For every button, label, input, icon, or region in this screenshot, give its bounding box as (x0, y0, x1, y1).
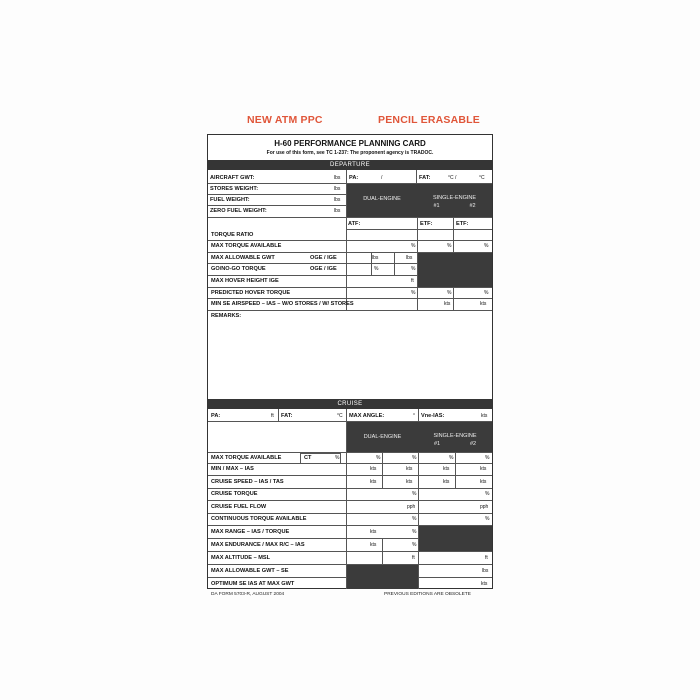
departure-band: DEPARTURE (208, 160, 492, 170)
dual-engine-header (347, 184, 417, 217)
min-se-airspeed-label: MIN SE AIRSPEED – IAS – W/O STORES / W/ STORES (211, 301, 354, 307)
min-se-unit-2: kts (480, 301, 487, 307)
cruise-dual-engine-header (347, 422, 418, 452)
max-endurance-unit-2: % (412, 542, 417, 548)
max-torque-label: MAX TORQUE AVAILABLE (211, 243, 282, 249)
optimum-se-ias-unit: kts (481, 581, 488, 587)
stores-weight-unit: lbs (334, 186, 341, 192)
hover-torque-unit-se2: % (484, 290, 489, 296)
go-nogo-oge-ige: OGE / IGE (310, 266, 337, 272)
hover-torque-unit: % (411, 290, 416, 296)
cruise-single-engine-label: SINGLE-ENGINE (433, 433, 477, 439)
cruise-max-torque-unit-3: % (449, 455, 454, 461)
ct-label: CT (304, 455, 312, 461)
cruise-torque-unit-2: % (485, 491, 490, 497)
engine-1-label: #1 (433, 203, 440, 209)
stores-weight-label: STORES WEIGHT: (210, 186, 259, 192)
hover-height-label: MAX HOVER HEIGHT IGE (211, 278, 279, 284)
cruise-pa-label: PA: (211, 413, 221, 419)
ct-unit: % (335, 455, 340, 461)
aircraft-gwt-label: AIRCRAFT GWT: (210, 175, 255, 181)
cruise-speed-label: CRUISE SPEED – IAS / TAS (211, 479, 284, 485)
fat-unit-2: °C (479, 175, 485, 181)
max-torque-unit-se2: % (484, 243, 489, 249)
cruise-fuel-flow-label: CRUISE FUEL FLOW (211, 504, 267, 510)
remarks-label: REMARKS: (211, 313, 242, 319)
etf-2-label: ETF: (456, 221, 469, 227)
min-max-ias-label: MIN / MAX – IAS (211, 466, 254, 472)
max-gwt-se-label: MAX ALLOWABLE GWT – SE (211, 568, 289, 574)
cruise-speed-unit-1: kts (370, 479, 377, 485)
cruise-fat-label: FAT: (281, 413, 293, 419)
performance-planning-card (207, 134, 493, 589)
max-range-unit-1: kts (370, 529, 377, 535)
atf-label: ATF: (348, 221, 361, 227)
single-engine-label: SINGLE-ENGINE (432, 195, 477, 201)
hover-height-unit: ft (411, 278, 414, 284)
cruise-fuel-flow-unit-2: pph (480, 504, 489, 510)
engine-2-label: #2 (469, 203, 476, 209)
max-torque-unit-se1: % (447, 243, 452, 249)
cruise-speed-unit-2: kts (406, 479, 413, 485)
max-endurance-unit-1: kts (370, 542, 377, 548)
optimum-se-ias-label: OPTIMUM SE IAS AT MAX GWT (211, 581, 295, 587)
max-angle-unit: ° (413, 413, 415, 419)
cruise-band: CRUISE (208, 399, 492, 409)
dual-engine-label: DUAL-ENGINE (363, 196, 401, 202)
max-range-unit-2: % (412, 529, 417, 535)
max-angle-label: MAX ANGLE: (349, 413, 385, 419)
go-nogo-oge-unit: % (374, 266, 379, 272)
max-altitude-unit-1: ft (412, 555, 415, 561)
cruise-dual-shaded-cell (347, 565, 418, 589)
cruise-pa-unit: ft (271, 413, 274, 419)
max-gwt-oge-unit: lbs (372, 255, 379, 261)
hover-torque-label: PREDICTED HOVER TORQUE (211, 290, 291, 296)
pencil-erasable-label: PENCIL ERASABLE (378, 114, 480, 126)
fat-unit-1: °C / (448, 175, 457, 181)
max-gwt-ige-unit: lbs (406, 255, 413, 261)
min-max-ias-unit-2: kts (406, 466, 413, 472)
continuous-torque-label: CONTINUOUS TORQUE AVAILABLE (211, 516, 307, 522)
max-endurance-label: MAX ENDURANCE / MAX R/C – IAS (211, 542, 305, 548)
min-max-ias-unit-3: kts (443, 466, 450, 472)
max-altitude-unit-2: ft (485, 555, 488, 561)
cruise-engine-1-label: #1 (433, 441, 441, 447)
vne-ias-label: Vne-IAS: (421, 413, 445, 419)
cruise-fat-unit: °C (337, 413, 343, 419)
min-max-ias-unit-4: kts (480, 466, 487, 472)
min-se-unit-1: kts (444, 301, 451, 307)
fuel-weight-label: FUEL WEIGHT: (210, 197, 250, 203)
departure-se-shaded-cell (418, 253, 492, 287)
cruise-torque-unit-1: % (412, 491, 417, 497)
cruise-max-torque-unit-4: % (485, 455, 490, 461)
cruise-speed-unit-4: kts (480, 479, 487, 485)
aircraft-gwt-unit: lbs (334, 175, 341, 181)
cruise-torque-label: CRUISE TORQUE (211, 491, 258, 497)
pa-slash: / (381, 175, 383, 181)
cruise-fuel-flow-unit-1: pph (407, 504, 416, 510)
fat-label: FAT: (419, 175, 431, 181)
max-altitude-label: MAX ALTITUDE – MSL (211, 555, 271, 561)
min-max-ias-unit-1: kts (370, 466, 377, 472)
vne-ias-unit: kts (481, 413, 488, 419)
cruise-se-shaded-cell (419, 526, 492, 551)
cruise-max-torque-label: MAX TORQUE AVAILABLE (211, 455, 282, 461)
cruise-single-engine-header (418, 422, 492, 452)
card-subtitle: For use of this form, see TC 1-237: The proponent agency is TRADOC. (266, 150, 434, 156)
max-torque-unit: % (411, 243, 416, 249)
zero-fuel-weight-unit: lbs (334, 208, 341, 214)
etf-1-label: ETF: (420, 221, 433, 227)
continuous-torque-unit-2: % (485, 516, 490, 522)
form-number: DA FORM 5703-R, AUGUST 2004 (211, 592, 285, 597)
cruise-max-torque-unit-1: % (376, 455, 381, 461)
previous-editions-note: PREVIOUS EDITIONS ARE OBSOLETE (384, 592, 471, 597)
cruise-speed-unit-3: kts (443, 479, 450, 485)
torque-ratio-label: TORQUE RATIO (211, 232, 254, 238)
hover-torque-unit-se1: % (447, 290, 452, 296)
new-atm-ppc-label: NEW ATM PPC (247, 114, 323, 126)
max-gwt-se-unit: lbs (482, 568, 489, 574)
max-gwt-label: MAX ALLOWABLE GWT (211, 255, 275, 261)
max-range-label: MAX RANGE – IAS / TORQUE (211, 529, 290, 535)
cruise-max-torque-unit-2: % (412, 455, 417, 461)
cruise-engine-2-label: #2 (469, 441, 477, 447)
go-nogo-ige-unit: % (411, 266, 416, 272)
max-gwt-oge-ige: OGE / IGE (310, 255, 337, 261)
go-nogo-label: GO/NO-GO TORQUE (211, 266, 266, 272)
continuous-torque-unit-1: % (412, 516, 417, 522)
fuel-weight-unit: lbs (334, 197, 341, 203)
pa-label: PA: (349, 175, 359, 181)
single-engine-header (417, 184, 492, 217)
cruise-dual-engine-label: DUAL-ENGINE (363, 434, 402, 440)
card-title: H-60 PERFORMANCE PLANNING CARD (274, 139, 426, 148)
zero-fuel-weight-label: ZERO FUEL WEIGHT: (210, 208, 267, 214)
